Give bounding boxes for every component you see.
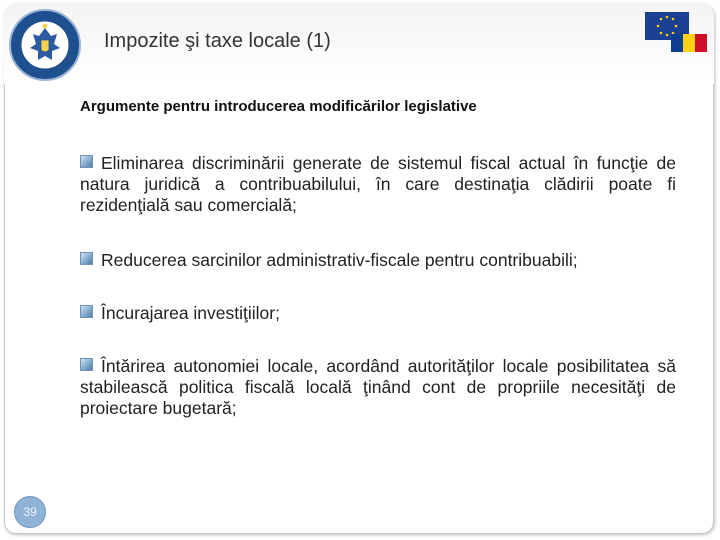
page-title: Impozite şi taxe locale (1) (104, 30, 331, 52)
bullet-item: Întărirea autonomiei locale, acordând autorităţilor locale posibilitatea să stabilească politica fiscală locală ţinând cont de propriile necesităţi de proiectare bugetară; (80, 356, 676, 418)
bullet-item: Eliminarea discriminării generate de sistemul fiscal actual în funcţie de natura juridică a contribuabilului, în care destinaţia clădirii poate fi rezidenţială sau comercială; (80, 153, 676, 215)
square-bullet-icon (80, 305, 93, 318)
bullet-item: Reducerea sarcinilor administrativ-fiscale pentru contribuabili; (80, 250, 676, 271)
square-bullet-icon (80, 252, 93, 265)
eu-romania-flags-icon (645, 12, 709, 52)
section-subtitle: Argumente pentru introducerea modificărilor legislative (80, 98, 477, 115)
square-bullet-icon (80, 155, 93, 168)
bullet-item: Încurajarea investiţiilor; (80, 303, 676, 324)
ministry-seal-logo (8, 8, 82, 82)
page-number: 39 (14, 496, 46, 528)
square-bullet-icon (80, 358, 93, 371)
